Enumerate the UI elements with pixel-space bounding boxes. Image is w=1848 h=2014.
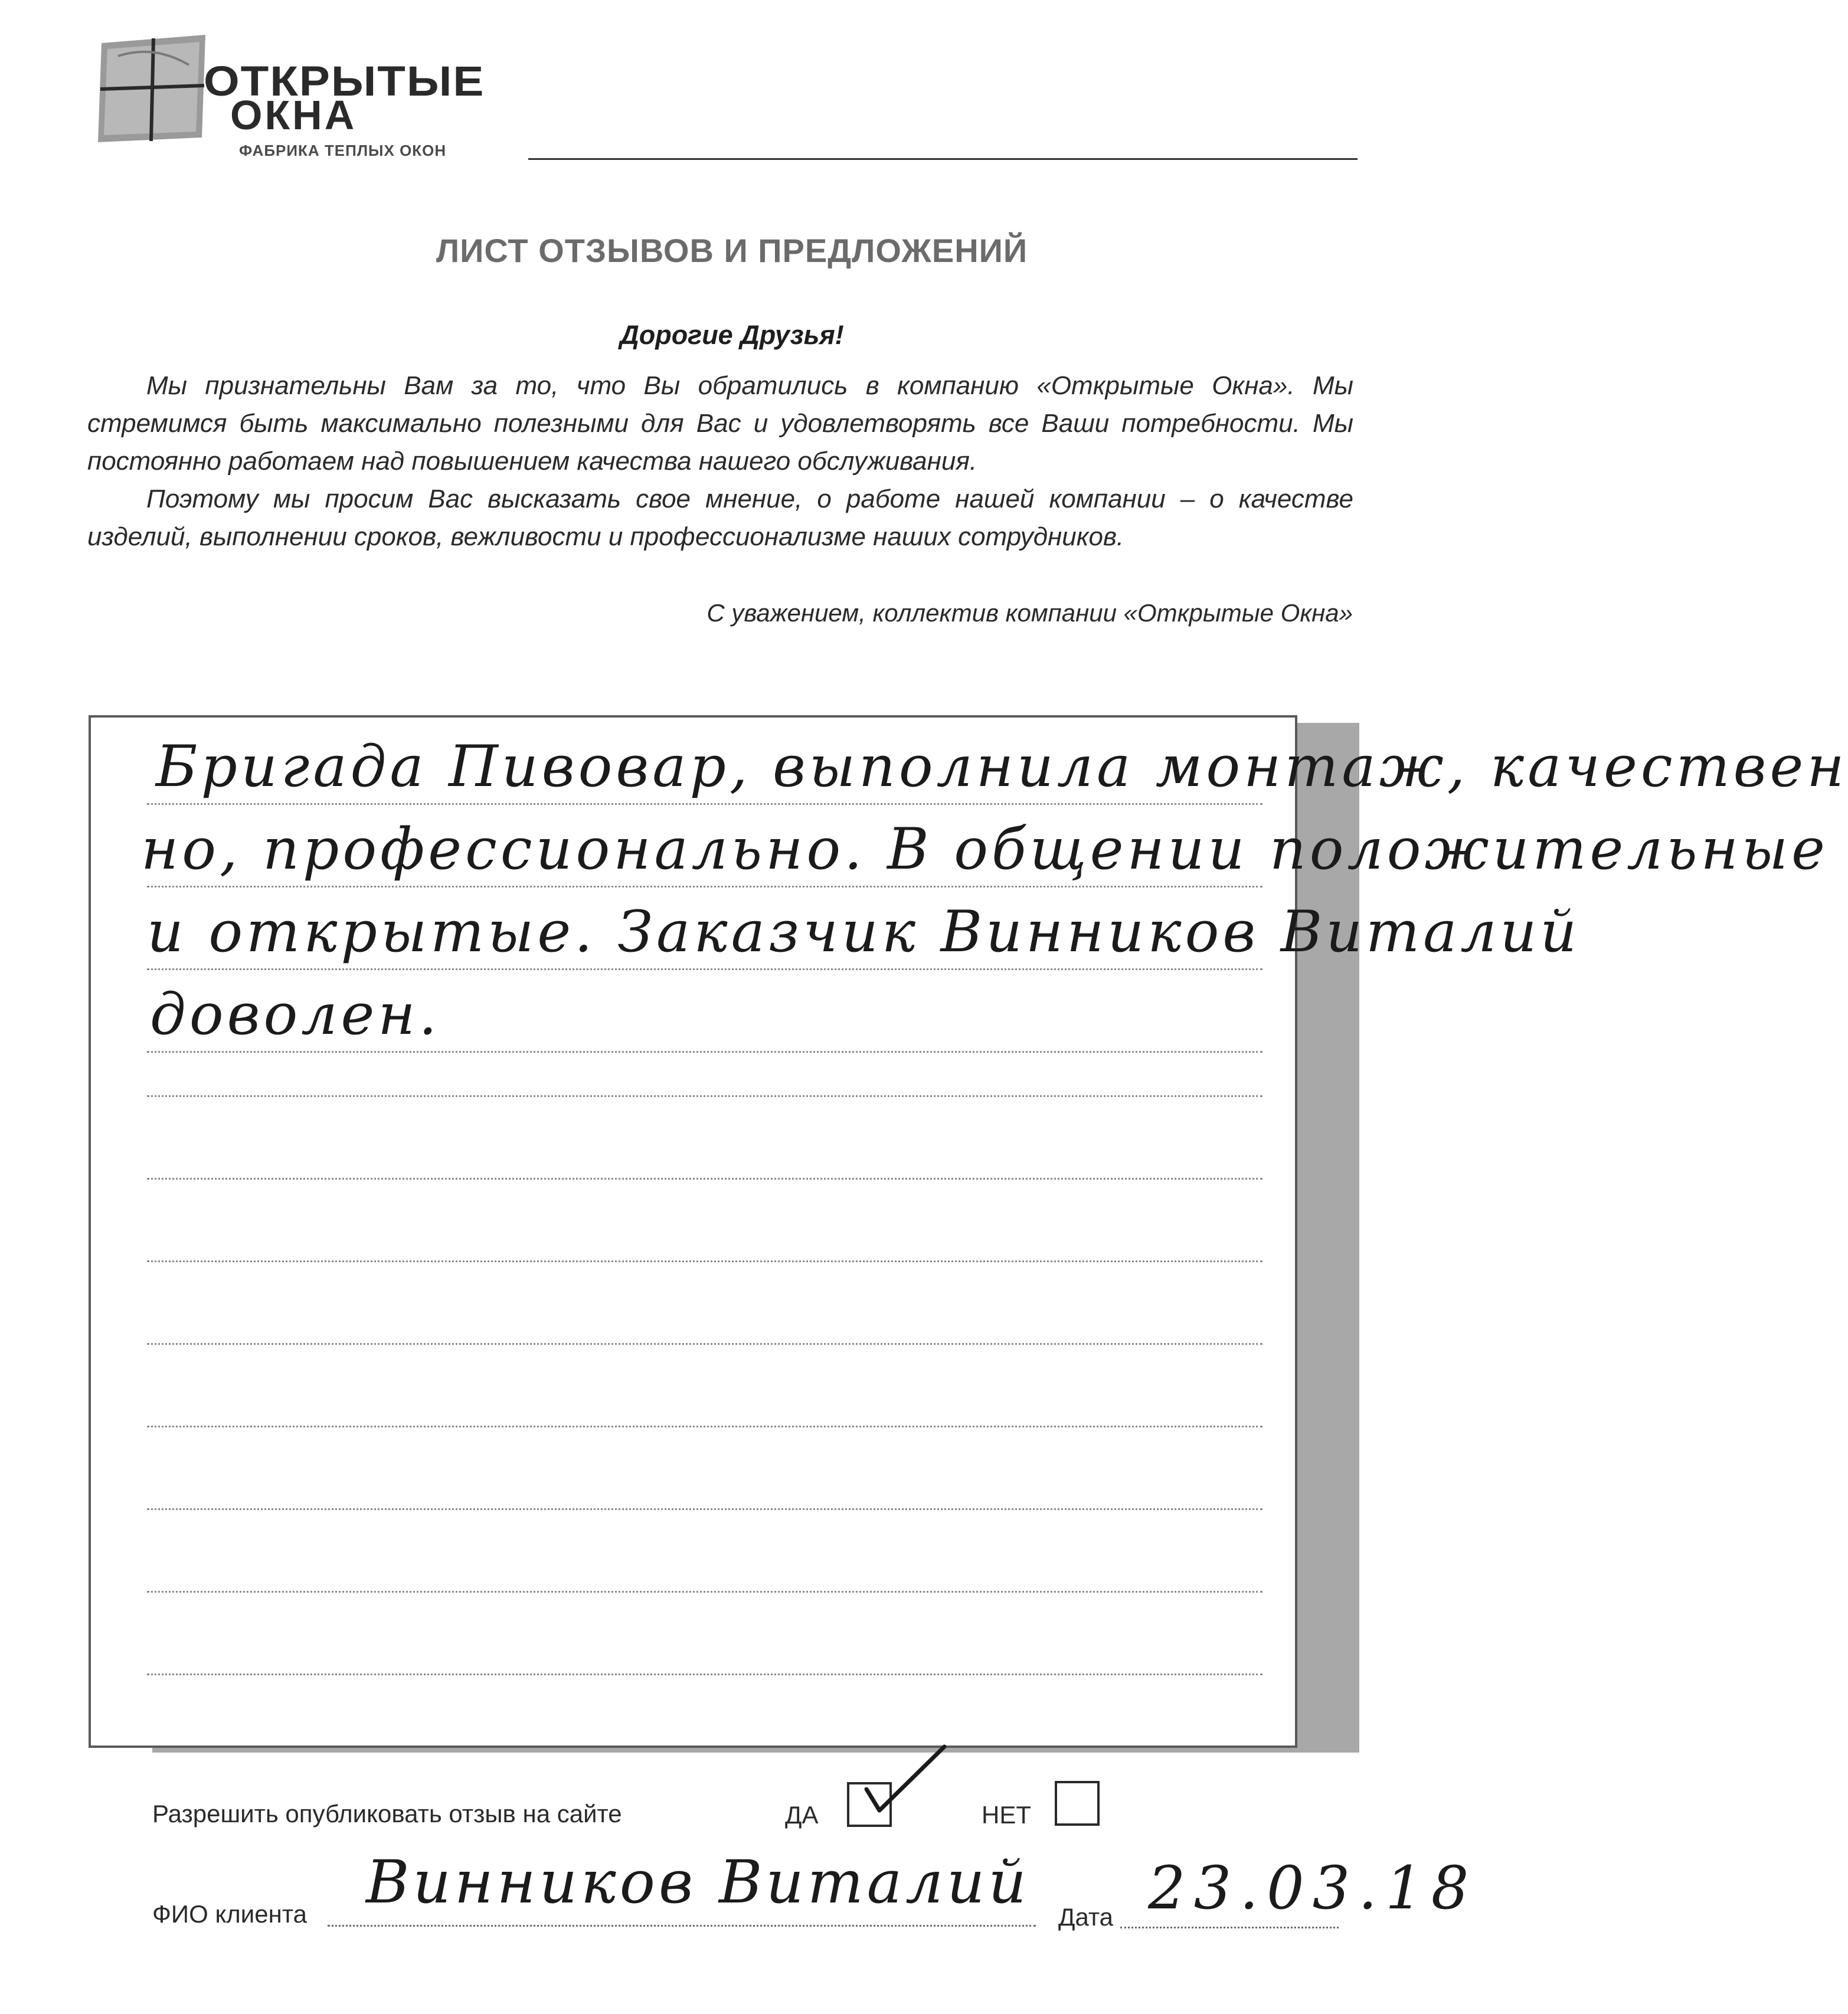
page-title: ЛИСТ ОТЗЫВОВ И ПРЕДЛОЖЕНИЙ: [436, 232, 1028, 269]
publish-yes-label: ДА: [785, 1801, 819, 1829]
company-logo-icon: [94, 32, 212, 145]
review-rule: [147, 1674, 1262, 1675]
review-rule: [147, 1343, 1262, 1345]
review-box[interactable]: [89, 715, 1848, 1748]
signoff-text: С уважением, коллектив компании «Открытые Окна»: [707, 599, 1353, 627]
intro-paragraph-2: Поэтому мы просим Вас высказать свое мнение, о работе нашей компании – о качестве изделий, выполнении сроков, вежливости и профессионализме наших сотрудников.: [87, 484, 1353, 551]
publish-no-label: НЕТ: [982, 1801, 1031, 1829]
intro-text: [87, 367, 1353, 556]
client-name-field[interactable]: Винников Виталий: [366, 1848, 1030, 1917]
review-rule: [147, 1260, 1262, 1262]
client-name-label: ФИО клиента: [152, 1900, 307, 1928]
review-rule: [147, 1591, 1262, 1593]
review-rule: [147, 1426, 1262, 1427]
review-rule: [147, 886, 1262, 888]
checkmark-icon: [856, 1741, 950, 1823]
review-rule: [147, 1095, 1262, 1097]
header-divider: [528, 158, 1358, 160]
publish-permission-label: Разрешить опубликовать отзыв на сайте: [152, 1800, 622, 1828]
review-handwritten-line: и открытые. Заказчик Винников Виталий: [147, 899, 1581, 965]
review-rule: [147, 968, 1262, 970]
review-rule: [147, 1508, 1262, 1510]
date-underline: [1120, 1927, 1339, 1928]
review-rule: [147, 803, 1262, 805]
publish-no-checkbox[interactable]: [1055, 1781, 1100, 1826]
review-rule: [147, 1051, 1262, 1053]
greeting-heading: Дорогие Друзья!: [620, 320, 844, 350]
review-handwritten-line: Бригада Пивовар, выполнила монтаж, качествен: [156, 733, 1848, 800]
logo-wordmark-line2: ОКНА: [230, 92, 357, 138]
client-name-underline: [328, 1925, 1036, 1927]
logo-tagline: ФАБРИКА ТЕПЛЫХ ОКОН: [239, 142, 447, 159]
review-handwritten-line: но, профессионально. В общении положительные: [141, 816, 1829, 882]
date-label: Дата: [1058, 1903, 1114, 1931]
logo-wordmark-line1: ОТКРЫТЫЕ: [204, 57, 485, 105]
review-handwritten-line: доволен.: [150, 981, 440, 1047]
date-field[interactable]: 23.03.18: [1148, 1853, 1477, 1923]
review-rule: [147, 1178, 1262, 1180]
intro-paragraph-1: Мы признательны Вам за то, что Вы обратились в компанию «Открытые Окна». Мы стремимся быть максимально полезными для Вас и удовлетворять все Ваши потребности. Мы постоянно работаем над повышением качества нашего обслуживания.: [87, 371, 1353, 476]
